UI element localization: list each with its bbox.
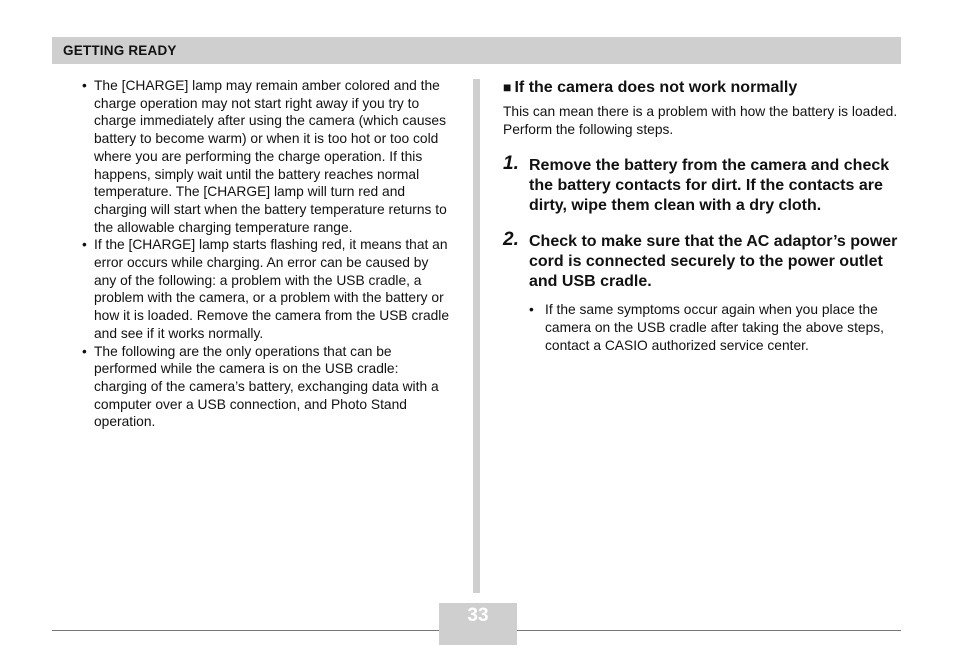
section-title — [503, 77, 903, 98]
bullet-text: If the [CHARGE] lamp starts flashing red, it means that an error occurs while charging. An error can be caused by any of the following: a problem with the USB cradle, a problem with the camera, or a problem with the battery or how it is loaded. Remove the camera from the USB cradle and see if it works normally. — [94, 237, 450, 341]
bullet-text: The [CHARGE] lamp may remain amber colored and the charge operation may not start right away if you try to charge immediately after using the camera (which causes battery to become warm) or when it is too hot or too cold where you are performing the charge operation. If this happens, simply wait until the battery reaches normal temperature. The [CHARGE] lamp will turn red and charging will start when the battery temperature returns to the allowable charging temperature range. — [94, 78, 447, 235]
step-item — [503, 153, 903, 216]
left-column — [82, 77, 454, 431]
section-header-title: GETTING READY — [63, 43, 177, 58]
section-title-text: If the camera does not work normally — [514, 79, 798, 96]
bullet-dot-icon: • — [82, 237, 87, 253]
bullet-item — [82, 236, 454, 342]
section-header-bar — [52, 37, 901, 64]
bullet-dot-icon: • — [82, 343, 87, 359]
column-divider — [473, 79, 480, 593]
note-bullet-item — [529, 301, 903, 354]
bullet-dot-icon: • — [529, 302, 534, 318]
step-number: 2. — [503, 229, 519, 251]
step-item — [503, 229, 903, 292]
page-number: 33 — [467, 605, 489, 626]
bullet-item — [82, 343, 454, 432]
step-text: Check to make sure that the AC adaptor’s power cord is connected securely to the power outlet and USB cradle. — [529, 233, 898, 291]
bullet-item — [82, 77, 454, 236]
bullet-dot-icon: • — [82, 78, 87, 93]
intro-paragraph: This can mean there is a problem with how the battery is loaded. Perform the following steps. — [503, 104, 898, 137]
step-number: 1. — [503, 153, 519, 175]
bullet-text: The following are the only operations that can be performed while the camera is on the USB cradle: charging of the camera’s battery, exchanging data with a computer over a USB connection, and Photo Stand operation. — [94, 343, 439, 430]
note-text: If the same symptoms occur again when you place the camera on the USB cradle after taking the above steps, contact a CASIO authorized service center. — [545, 302, 884, 353]
step-text: Remove the battery from the camera and check the battery contacts for dirt. If the contacts are dirty, wipe them clean with a dry cloth. — [529, 157, 890, 215]
right-column — [503, 77, 903, 355]
square-bullet-icon: ■ — [503, 79, 512, 95]
